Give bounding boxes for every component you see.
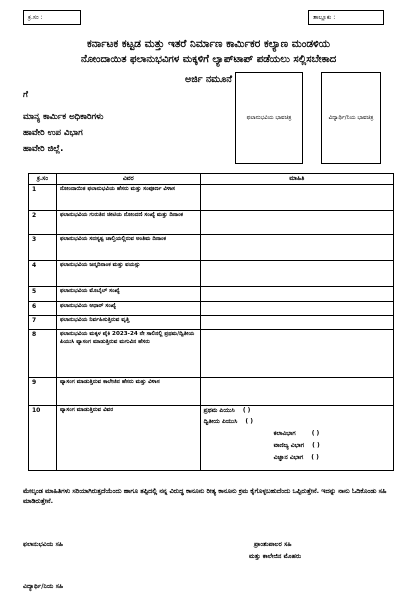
second-puc-checkbox[interactable]: ( ) — [245, 418, 253, 425]
row-description: ಫಲಾನುಭವಿಯ ಆಧಾರ್ ಸಂಖ್ಯೆ — [56, 302, 200, 316]
row-description: ಫಲಾನುಭವಿಯ ಜನ್ಮದಿನಾಂಕ ಮತ್ತು ವಯಸ್ಸು — [56, 261, 200, 287]
address-line-3: ಹಾವೇರಿ ಜಿಲ್ಲೆ. — [23, 144, 64, 154]
row-number: 7 — [29, 316, 57, 330]
address-to: ಗೆ — [23, 90, 28, 100]
second-puc-label: ದ್ವಿತೀಯ ಪಿಯುಸಿ — [203, 418, 238, 425]
beneficiary-photo-label: ಫಲಾನುಭವಿಯ ಭಾವಚಿತ್ರ — [246, 115, 292, 121]
row-description: ಫಲಾನುಭವಿಯ ನಿರ್ವಹಿಸುತ್ತಿರುವ ವೃತ್ತಿ — [56, 316, 200, 330]
table-row — [29, 330, 394, 378]
form-title: ಅರ್ಜಿ ನಮೂನೆ — [185, 74, 232, 85]
science-label: ವಿಜ್ಞಾನ ವಿಭಾಗ — [273, 454, 304, 461]
serial-number-label: ಕ್ರ.ಸಂ : — [28, 14, 43, 21]
commerce-checkbox[interactable]: ( ) — [312, 442, 320, 449]
arts-option[interactable] — [274, 430, 320, 438]
serial-number-box[interactable] — [23, 10, 81, 25]
row-number: 4 — [29, 261, 57, 287]
first-puc-option[interactable] — [204, 407, 251, 415]
address-line-2: ಹಾವೇರಿ ಉಪ ವಿಭಾಗ — [23, 128, 83, 138]
student-signature: ವಿದ್ಯಾರ್ಥಿ/ನಿಯ ಸಹಿ — [23, 583, 64, 590]
row-number: 10 — [29, 406, 57, 471]
table-row — [29, 211, 394, 235]
row-number: 3 — [29, 235, 57, 261]
science-checkbox[interactable]: ( ) — [311, 454, 319, 461]
row-description: ಫಲಾನುಭವಿಯ ಮೊಬೈಲ್ ಸಂಖ್ಯೆ — [56, 287, 200, 302]
info-field-1[interactable] — [200, 185, 393, 211]
info-field-3[interactable] — [200, 235, 393, 261]
info-field-5[interactable] — [200, 287, 393, 302]
info-field-6[interactable] — [200, 302, 393, 316]
beneficiary-photo-box[interactable] — [235, 72, 303, 164]
row-description: ನೋಂದಾಯಿತ ಫಲಾನುಭವಿಯ ಹೆಸರು ಮತ್ತು ಸಂಪೂರ್ಣ ವಿಳಾಸ — [56, 185, 200, 211]
table-row — [29, 287, 394, 302]
college-seal: ಮತ್ತು ಕಾಲೇಜಿನ ಮೊಹರು — [249, 553, 302, 560]
row-number: 2 — [29, 211, 57, 235]
table-row — [29, 302, 394, 316]
header-details: ವಿವರ — [56, 174, 200, 185]
table-row — [29, 235, 394, 261]
science-option[interactable] — [274, 454, 319, 462]
principal-signature: ಪ್ರಾಂಶುಪಾಲರ ಸಹಿ — [254, 541, 292, 548]
table-row — [29, 316, 394, 330]
table-row — [29, 261, 394, 287]
row-number: 6 — [29, 302, 57, 316]
info-field-2[interactable] — [200, 211, 393, 235]
application-form-table — [28, 173, 394, 471]
address-line-1: ಮಾನ್ಯ ಕಾರ್ಮಿಕ ಅಧಿಕಾರಿಗಳು — [23, 112, 104, 122]
header-serial: ಕ್ರ.ಸಂ — [29, 174, 57, 185]
row-number: 9 — [29, 378, 57, 406]
header-information: ಮಾಹಿತಿ — [200, 174, 393, 185]
row-description: ವ್ಯಾಸಂಗ ಮಾಡುತ್ತಿರುವ ವಿವರ — [56, 406, 200, 471]
commerce-label: ವಾಣಿಜ್ಯ ವಿಭಾಗ — [273, 442, 305, 449]
arts-label: ಕಲಾವಿಭಾಗ — [273, 430, 296, 437]
beneficiary-signature: ಫಲಾನುಭವಿಯ ಸಹಿ — [23, 541, 64, 548]
taluk-box[interactable] — [308, 10, 384, 25]
commerce-option[interactable] — [274, 442, 320, 450]
info-field-8[interactable] — [200, 330, 393, 378]
taluk-label: ತಾಲ್ಲೂಕು : — [313, 14, 336, 21]
row-number: 5 — [29, 287, 57, 302]
first-puc-label: ಪ್ರಥಮ ಪಿಯುಸಿ — [203, 407, 235, 414]
title-line-2: ನೋಂದಾಯಿತ ಫಲಾನುಭವಿಗಳ ಮಕ್ಕಳಿಗೆ ಲ್ಯಾಪ್‌ಟಾಪ್ ಪಡೆಯಲು ಸಲ್ಲಿಸಬೇಕಾದ — [80, 54, 337, 65]
row-description: ಫಲಾನುಭವಿಯ ಗುರುತಿನ ಚೀಟಿಯ ನೋಂದಣಿ ಸಂಖ್ಯೆ ಮತ್ತು ದಿನಾಂಕ — [56, 211, 200, 235]
title-line-1: ಕರ್ನಾಟಕ ಕಟ್ಟಡ ಮತ್ತು ಇತರೆ ನಿರ್ಮಾಣ ಕಾರ್ಮಿಕರ ಕಲ್ಯಾಣ ಮಂಡಳಿಯ — [86, 38, 331, 50]
row-number: 1 — [29, 185, 57, 211]
arts-checkbox[interactable]: ( ) — [311, 430, 320, 437]
declaration-text: ಮೇಲ್ಕಂಡ ಮಾಹಿತಿಗಳು ಸರಿಯಾಗಿರುತ್ತದೆಯೆಂದು ಹಾಗೂ ತಪ್ಪಿದಲ್ಲಿ ನನ್ನ ವಿರುದ್ಧ ಕಾನೂನು ರೀತ್ಯ ಕಾನೂನು ಕ್ರಮ ಕೈಗೊಳ್ಳಬಹುದೆಂದು ಒಪ್ಪಿರುತ್ತೇನೆ. ಇದನ್ನು ನಾನು ಓದಿಕೊಂಡು ಸಹಿ ಮಾಡಿರುತ್ತೇನೆ. — [23, 487, 387, 505]
table-row — [29, 406, 394, 471]
row-number: 8 — [29, 330, 57, 378]
second-puc-option[interactable] — [204, 418, 253, 426]
row-description: ವ್ಯಾಸಂಗ ಮಾಡುತ್ತಿರುವ ಕಾಲೇಜಿನ ಹೆಸರು ಮತ್ತು ವಿಳಾಸ — [56, 378, 200, 406]
table-row — [29, 378, 394, 406]
first-puc-checkbox[interactable]: ( ) — [242, 407, 251, 414]
table-row — [29, 185, 394, 211]
student-photo-box[interactable] — [321, 72, 381, 164]
student-photo-label: ವಿದ್ಯಾರ್ಥಿ/ನಿಯ ಭಾವಚಿತ್ರ — [328, 115, 374, 121]
row-description: ಫಲಾನುಭವಿಯ ಸದಸ್ಯತ್ವ ಚಾಲ್ತಿಯಲ್ಲಿರುವ ಅಂತಿಮ ದಿನಾಂಕ — [56, 235, 200, 261]
course-details-cell — [200, 406, 393, 471]
info-field-7[interactable] — [200, 316, 393, 330]
row-description: ಫಲಾನುಭವಿಯ ಮಕ್ಕಳ ಪೈಕಿ 2023-24 ನೇ ಸಾಲಿನಲ್ಲಿ ಪ್ರಥಮ/ದ್ವಿತೀಯ ಪಿಯುಸಿ ವ್ಯಾಸಂಗ ಮಾಡುತ್ತಿರುವ ಮಗುವಿನ ಹೆಸರು — [56, 330, 200, 378]
info-field-9[interactable] — [200, 378, 393, 406]
info-field-4[interactable] — [200, 261, 393, 287]
table-header-row — [29, 174, 394, 185]
